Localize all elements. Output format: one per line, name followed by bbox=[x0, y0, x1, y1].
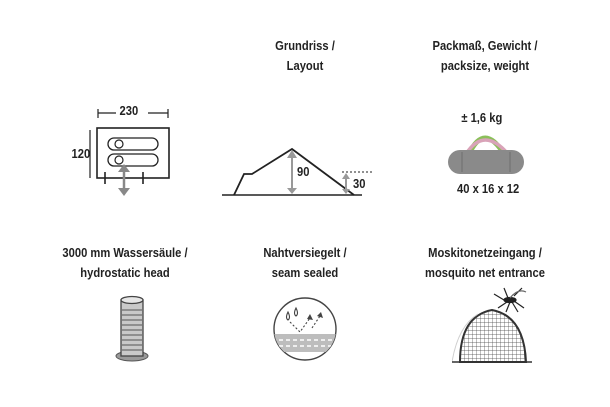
layout-header-line1: Grundriss / bbox=[275, 38, 335, 53]
hydrostatic-label bbox=[52, 243, 198, 283]
pack-weight-label: ± 1,6 kg bbox=[461, 110, 503, 125]
profile-peak-height: 90 bbox=[297, 164, 310, 179]
layout-header-line2: Layout bbox=[286, 58, 324, 73]
mosquito-label-line2: mosquito net entrance bbox=[425, 265, 545, 280]
mosquito-net-icon bbox=[452, 286, 532, 366]
water-column-icon bbox=[112, 292, 152, 364]
pack-size-label: 40 x 16 x 12 bbox=[457, 181, 520, 196]
hydrostatic-label-line1: 3000 mm Wassersäule / bbox=[62, 245, 188, 260]
floorplan-icon bbox=[88, 108, 188, 198]
seam-sealed-label-line2: seam sealed bbox=[271, 265, 339, 280]
pack-bag-icon bbox=[444, 128, 530, 178]
layout-header bbox=[241, 36, 370, 76]
pack-header-line2: packsize, weight bbox=[440, 58, 530, 73]
pack-header-line1: Packmaß, Gewicht / bbox=[432, 38, 538, 53]
floorplan-depth-label: 120 bbox=[71, 146, 91, 161]
seam-sealed-icon bbox=[272, 296, 338, 362]
mosquito-label bbox=[412, 243, 558, 283]
hydrostatic-label-line2: hydrostatic head bbox=[80, 265, 170, 280]
mosquito-label-line1: Moskitonetzeingang / bbox=[428, 245, 542, 260]
seam-sealed-label-line1: Nahtversiegelt / bbox=[263, 245, 347, 260]
seam-sealed-label bbox=[241, 243, 370, 283]
pack-header bbox=[412, 36, 558, 76]
profile-end-height: 30 bbox=[353, 176, 366, 191]
floorplan-width-label: 230 bbox=[119, 103, 139, 118]
